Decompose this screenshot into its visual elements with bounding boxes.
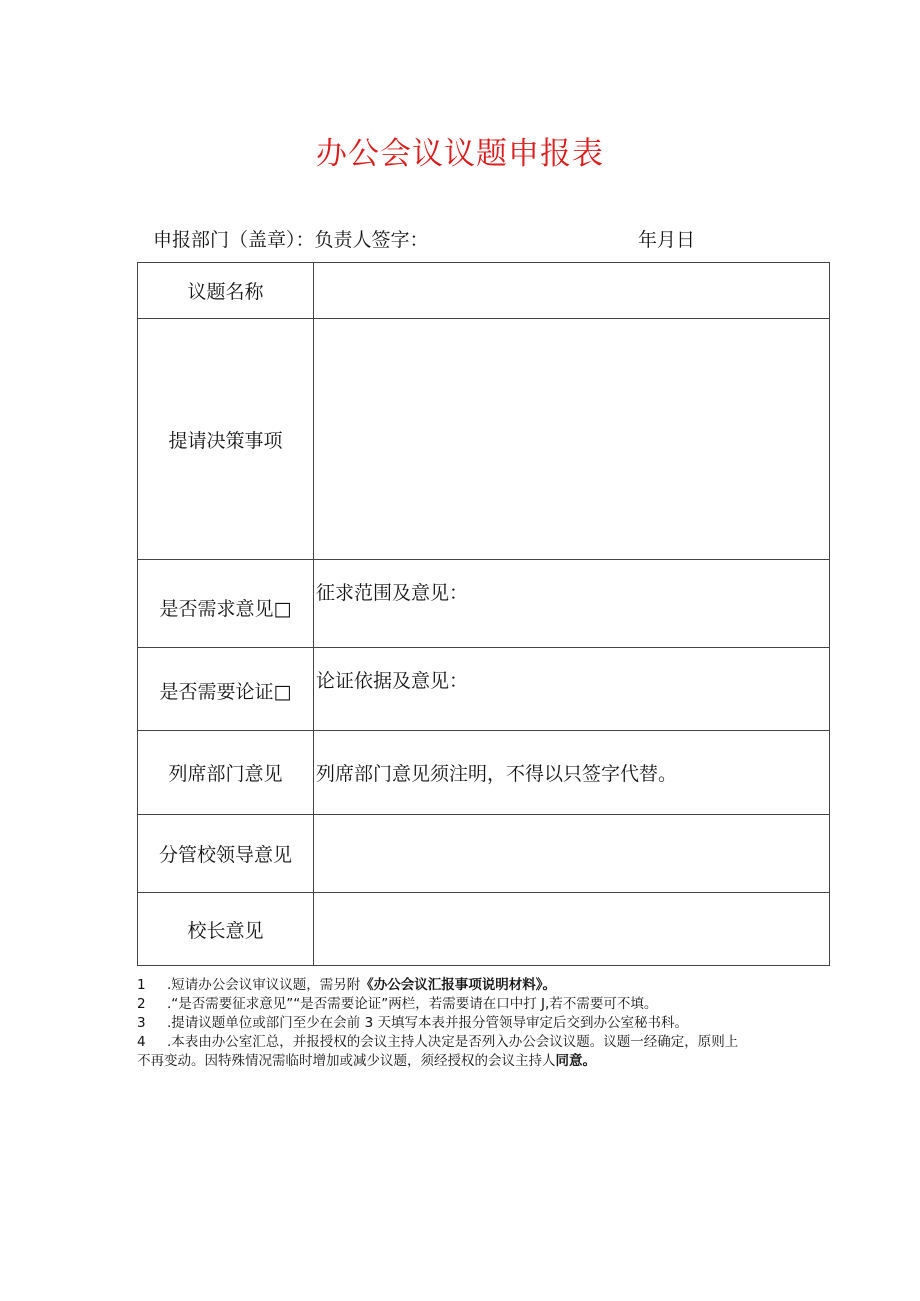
date-line: 年月日 (638, 229, 696, 251)
argument-basis-text: 论证依据及意见： (316, 670, 469, 692)
attending-dept-label: 列席部门意见 (138, 731, 314, 815)
vice-leader-label: 分管校领导意见 (138, 815, 314, 893)
need-argument-label: 是否需要论证□ (159, 681, 292, 703)
notes-section (137, 976, 827, 1071)
note-item: 1 .短请办公会议审议议题，需另附《办公会议汇报事项说明材料》。 (137, 977, 557, 993)
opinion-scope-text: 征求范围及意见： (316, 582, 469, 604)
president-label: 校长意见 (138, 893, 314, 966)
note-item-continued: 不再变动。因特殊情况需临时增加或减少议题，须经授权的会议主持人同意。 (137, 1053, 596, 1069)
decision-matters-label: 提请决策事项 (138, 319, 314, 560)
need-opinion-label: 是否需求意见□ (159, 598, 292, 620)
attending-dept-field[interactable] (314, 731, 830, 815)
president-field[interactable] (314, 893, 830, 966)
table-row (138, 560, 830, 648)
note-item: 2 .“是否需要征求意见”“是否需要论证”两栏，若需要请在口中打 J,若不需要可不填。 (137, 996, 658, 1012)
note-item: 3 .提请议题单位或部门至少在会前 3 天填写本表并报分管领导审定后交到办公室秘书科。 (137, 1015, 688, 1031)
table-row (138, 648, 830, 731)
form-title: 办公会议议题申报表 (316, 136, 604, 172)
department-signature-line: 申报部门（盖章）：负责人签字： (153, 229, 429, 251)
table-row (138, 893, 830, 966)
table-row (138, 263, 830, 319)
argument-basis-field[interactable] (314, 648, 830, 731)
attending-dept-text: 列席部门意见须注明，不得以只签字代替。 (316, 763, 678, 785)
vice-leader-field[interactable] (314, 815, 830, 893)
topic-name-field[interactable] (314, 263, 830, 319)
table-row (138, 319, 830, 560)
topic-name-label: 议题名称 (138, 263, 314, 319)
decision-matters-field[interactable] (314, 319, 830, 560)
opinion-scope-field[interactable] (314, 560, 830, 648)
note-item: 4 .本表由办公室汇总，并报授权的会议主持人决定是否列入办公会议议题。议题一经确定，原则上 (137, 1034, 739, 1050)
table-row (138, 731, 830, 815)
table-row (138, 815, 830, 893)
application-form-table (137, 262, 830, 966)
